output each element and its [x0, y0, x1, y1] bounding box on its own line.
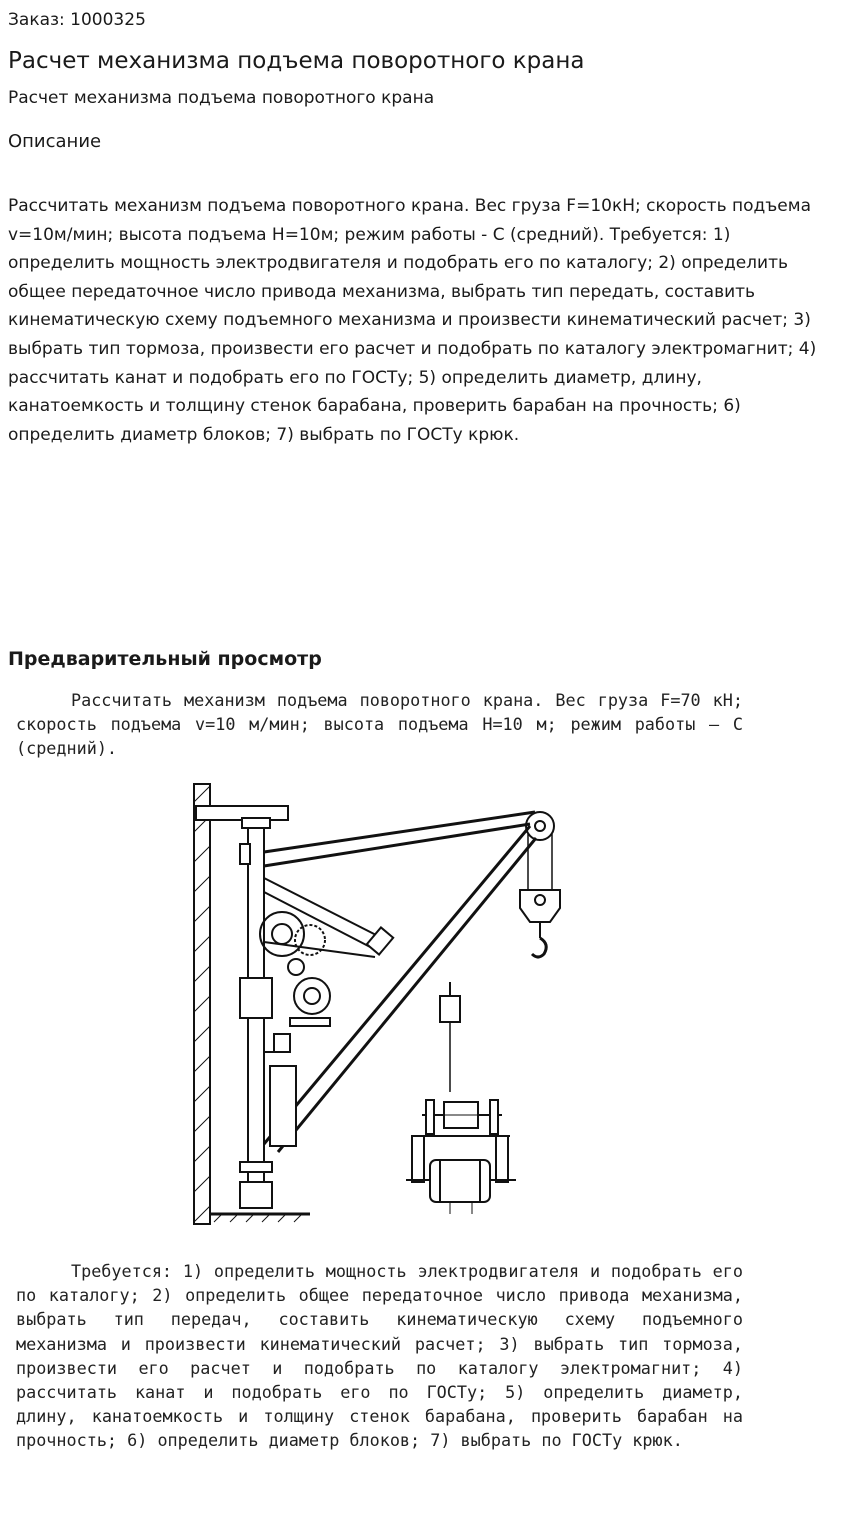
description-heading: Описание	[8, 131, 102, 152]
sheave	[526, 812, 554, 840]
hook-icon	[532, 938, 546, 957]
preview-scan-text-bottom: Требуется: 1) определить мощность электродвигателя и подобрать его по каталогу; 2) определить общее передаточное число привода механизма, выбрать тип передач, составить кинематическую схему подъемного механизма и произвести кинематический расчет; 3) выбрать тип тормоза, произвести его расчет и подобрать по каталогу электромагнит; 4) рассчитать канат и подобрать его по ГОСТу; 5) определить диаметр, длину, канатоемкость и толщину стенок барабана, проверить барабан на прочность; 6) определить диаметр блоков; 7) выбрать по ГОСТу крюк.	[16, 1261, 743, 1451]
description-body	[8, 192, 828, 449]
gear	[295, 925, 325, 955]
motor	[294, 978, 330, 1014]
preview-heading: Предварительный просмотр	[8, 648, 322, 670]
preview-scan-text-top: Рассчитать механизм подъема поворотного крана. Вес груза F=70 кН; скорость подъема v=10 м/мин; высота подъема H=10 м; режим работы — С (средний).	[16, 690, 743, 759]
description-paragraph: Рассчитать механизм подъема поворотного крана. Вес груза F=10кН; скорость подъема v=10м/мин; высота подъема H=10м; режим работы - С (средний). Требуется: 1) определить мощность электродвигателя и подобрать его по каталогу; 2) определить	[8, 196, 811, 274]
order-number: Заказ: 1000325	[8, 10, 146, 30]
brake	[270, 1066, 296, 1146]
page-subtitle: Расчет механизма подъема поворотного крана	[8, 88, 435, 108]
crane-drawing	[190, 782, 570, 1232]
description-paragraph: общее передаточное число привода механизма, выбрать тип передать, составить кинематическую схему подъемного механизма и произвести кинематический расчет; 3) выбрать тип тормоза, произвести его расчет и подобрать по каталогу электромагнит; 4) рассчитать канат и подобрать его по ГОСТу; 5) определить диаметр, длину, канатоемкость и толщину стенок барабана, проверить барабан на прочность; 6) определить диаметр блоков; 7) выбрать по ГОСТу крюк.	[8, 281, 817, 445]
page-title: Расчет механизма подъема поворотного крана	[8, 48, 585, 74]
